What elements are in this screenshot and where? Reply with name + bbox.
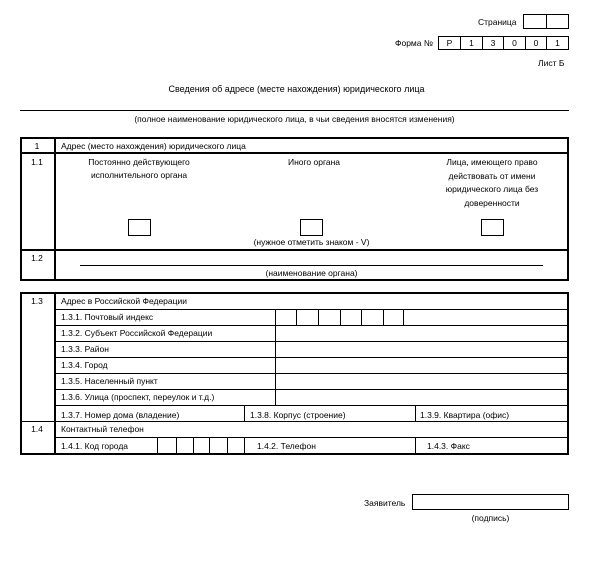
row-num-1-1: 1.1	[31, 157, 43, 167]
city-code-label: 1.4.1. Код города	[61, 441, 129, 451]
signature-field[interactable]	[412, 494, 569, 510]
form-number-boxes	[438, 36, 569, 50]
subject-label: 1.3.2. Субъект Российской Федерации	[61, 328, 213, 338]
form-digit: Р	[446, 38, 453, 48]
digit-box-divider	[193, 437, 194, 455]
form-digit: 0	[503, 37, 525, 50]
settlement-field[interactable]	[276, 374, 568, 389]
row-divider	[54, 405, 569, 406]
form-digit: 3	[482, 37, 503, 50]
row-num-1-2: 1.2	[31, 253, 43, 263]
option-other-body-label: Иного органа	[287, 157, 341, 167]
digit-box-divider	[227, 437, 228, 455]
row-divider	[54, 437, 569, 438]
page-number-field[interactable]	[523, 14, 569, 29]
option-authorized-person-label: Лица, имеющего право действовать от имени юридического лица без доверенности	[445, 157, 539, 208]
street-label: 1.3.6. Улица (проспект, переулок и т.д.)	[61, 392, 215, 402]
form-title: Сведения об адресе (месте нахождения) юридического лица	[168, 84, 425, 94]
company-name-line[interactable]	[20, 110, 569, 111]
row-num-1: 1	[34, 141, 40, 151]
digit-box-divider	[361, 309, 362, 325]
city-label: 1.3.4. Город	[61, 360, 108, 370]
digit-box-divider	[244, 437, 245, 455]
sheet-label: Лист Б	[538, 58, 565, 68]
signature-caption: (подпись)	[471, 513, 510, 523]
form-digit: 0	[525, 37, 546, 50]
building-label: 1.3.8. Корпус (строение)	[250, 410, 346, 420]
row-divider	[20, 421, 569, 422]
column-divider	[244, 405, 245, 421]
option-other-body-checkbox[interactable]	[300, 219, 323, 236]
phone-label: 1.4.2. Телефон	[257, 441, 316, 451]
applicant-label: Заявитель	[364, 498, 406, 508]
option-authorized-person-checkbox[interactable]	[481, 219, 504, 236]
body-name-line[interactable]	[80, 265, 543, 266]
option-permanent-body-label: Постоянно действующего исполнительного органа	[88, 157, 190, 180]
digit-box-divider	[209, 437, 210, 455]
company-name-caption: (полное наименование юридического лица, в чьи сведения вносятся изменения)	[134, 114, 455, 124]
digit-box-divider	[318, 309, 319, 325]
digit-box-divider	[176, 437, 177, 455]
postal-code-label: 1.3.1. Почтовый индекс	[61, 312, 154, 322]
phone-section-title: Контактный телефон	[61, 424, 144, 434]
page-number-divider	[546, 15, 547, 28]
column-divider	[415, 405, 416, 421]
district-field[interactable]	[276, 342, 568, 357]
body-name-caption: (наименование органа)	[265, 268, 358, 278]
form-digit: 1	[460, 37, 482, 50]
digit-box-divider	[157, 437, 158, 455]
digit-box-divider	[296, 309, 297, 325]
section-divider	[54, 137, 56, 281]
city-code-field[interactable]	[157, 437, 245, 455]
subject-field[interactable]	[276, 326, 568, 341]
apartment-label: 1.3.9. Квартира (офис)	[420, 410, 510, 420]
option-permanent-body-checkbox[interactable]	[128, 219, 151, 236]
postal-code-field[interactable]	[296, 309, 404, 325]
column-divider	[415, 437, 416, 455]
house-label: 1.3.7. Номер дома (владение)	[61, 410, 180, 420]
page-label: Страница	[478, 17, 517, 27]
form-digit: 1	[546, 37, 568, 50]
street-field[interactable]	[276, 390, 568, 405]
row-divider	[20, 152, 569, 154]
row-num-1-4: 1.4	[31, 424, 43, 434]
settlement-label: 1.3.5. Населенный пункт	[61, 376, 158, 386]
digit-box-divider	[383, 309, 384, 325]
district-label: 1.3.3. Район	[61, 344, 109, 354]
form-number-label: Форма №	[395, 38, 433, 48]
row-divider	[20, 249, 569, 251]
section1-title: Адрес (место нахождения) юридического лица	[61, 141, 246, 151]
digit-box-divider	[340, 309, 341, 325]
mark-hint: (нужное отметить знаком - V)	[253, 237, 370, 247]
digit-box-divider	[403, 309, 404, 325]
section2-title: Адрес в Российской Федерации	[61, 296, 188, 306]
row-num-1-3: 1.3	[31, 296, 43, 306]
fax-label: 1.4.3. Факс	[427, 441, 470, 451]
city-field[interactable]	[276, 358, 568, 373]
